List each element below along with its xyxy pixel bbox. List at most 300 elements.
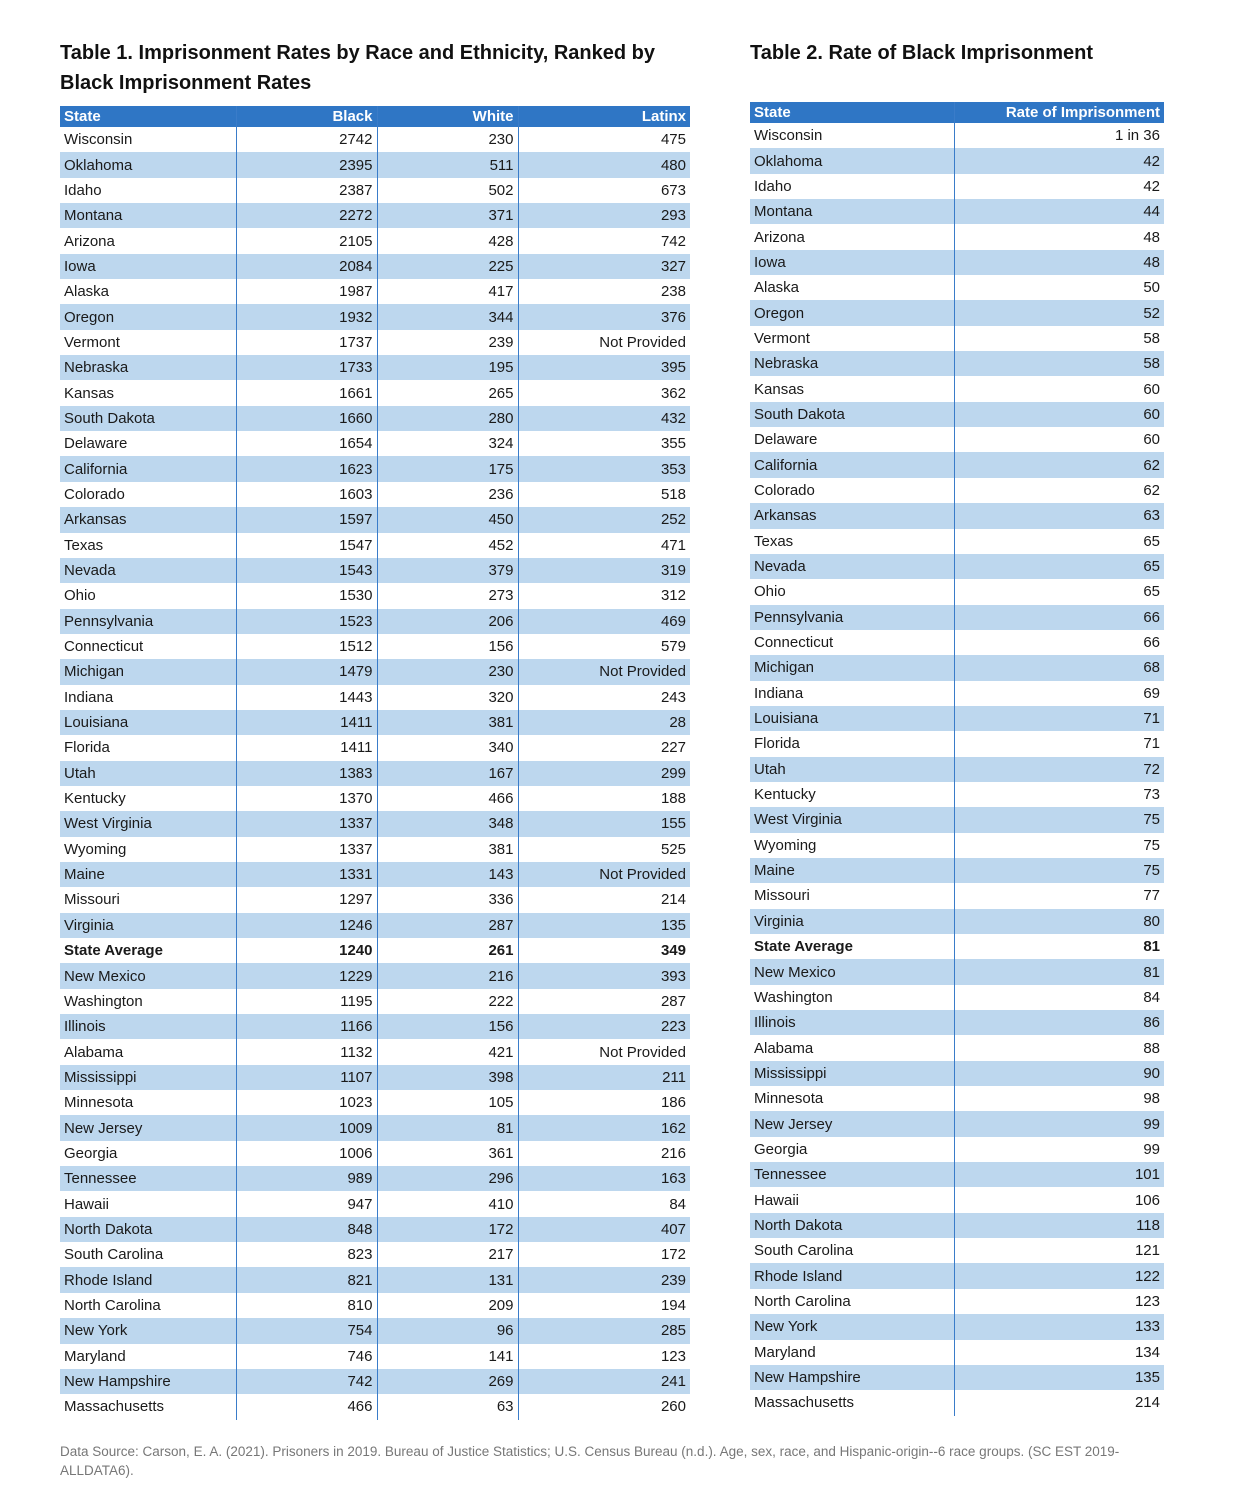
value-cell: Not Provided [518,1039,690,1064]
value-cell: 579 [518,634,690,659]
value-cell: 58 [954,326,1164,351]
value-cell: 238 [518,279,690,304]
table2-title: Table 2. Rate of Black Imprisonment [750,42,1094,64]
value-cell: 195 [377,355,518,380]
table-row [750,1086,1164,1111]
value-cell: 511 [377,152,518,177]
state-cell: Idaho [60,178,236,203]
state-cell: Maine [750,858,954,883]
state-cell: Massachusetts [750,1390,954,1415]
table-row [60,1014,690,1039]
table-row [750,655,1164,680]
table-row [750,681,1164,706]
table-row [60,1369,690,1394]
value-cell: 1523 [236,609,377,634]
table-row [750,731,1164,756]
value-cell: 518 [518,482,690,507]
table-row [750,148,1164,173]
value-cell: 222 [377,989,518,1014]
state-cell: Mississippi [60,1065,236,1090]
table-row [60,152,690,177]
value-cell: 947 [236,1191,377,1216]
value-cell: 50 [954,275,1164,300]
table-row [750,934,1164,959]
state-cell: Utah [60,761,236,786]
state-cell: Nebraska [750,351,954,376]
table-row [750,1263,1164,1288]
table-row [60,1166,690,1191]
value-cell: 2105 [236,228,377,253]
table-row [750,1010,1164,1035]
value-cell: 60 [954,402,1164,427]
value-cell: 421 [377,1039,518,1064]
state-cell: Missouri [60,887,236,912]
value-cell: 273 [377,583,518,608]
state-cell: State Average [750,934,954,959]
value-cell: 44 [954,199,1164,224]
value-cell: 1661 [236,380,377,405]
state-cell: New Hampshire [750,1365,954,1390]
value-cell: 2387 [236,178,377,203]
table-row [750,883,1164,908]
value-cell: 1009 [236,1115,377,1140]
value-cell: 28 [518,710,690,735]
value-cell: 2084 [236,254,377,279]
state-cell: New Mexico [60,963,236,988]
table-row [60,1090,690,1115]
value-cell: 230 [377,659,518,684]
value-cell: 172 [377,1217,518,1242]
state-cell: Connecticut [60,634,236,659]
table-row [750,1035,1164,1060]
value-cell: 81 [954,959,1164,984]
value-cell: 1987 [236,279,377,304]
state-cell: Utah [750,757,954,782]
state-cell: Oregon [750,300,954,325]
value-cell: 123 [954,1289,1164,1314]
table-row [60,482,690,507]
value-cell: 42 [954,174,1164,199]
state-cell: California [750,452,954,477]
table-row [750,123,1164,148]
table-row [750,300,1164,325]
table-row [60,1115,690,1140]
value-cell: 1932 [236,304,377,329]
table-row [750,706,1164,731]
value-cell: 1411 [236,735,377,760]
value-cell: 252 [518,507,690,532]
table-row [60,304,690,329]
table-row [750,1187,1164,1212]
table-row [750,174,1164,199]
state-cell: Alaska [750,275,954,300]
value-cell: 1411 [236,710,377,735]
state-cell: Oklahoma [60,152,236,177]
value-cell: 1543 [236,558,377,583]
value-cell: 162 [518,1115,690,1140]
table-row [60,203,690,228]
table-row [60,761,690,786]
value-cell: 1 in 36 [954,123,1164,148]
table-row [60,685,690,710]
value-cell: 163 [518,1166,690,1191]
value-cell: 75 [954,833,1164,858]
table-row [60,406,690,431]
state-cell: Pennsylvania [750,605,954,630]
value-cell: 525 [518,837,690,862]
value-cell: 186 [518,1090,690,1115]
value-cell: 1246 [236,913,377,938]
table-row [60,1394,690,1419]
table1-header-state: State [60,106,236,127]
value-cell: 243 [518,685,690,710]
value-cell: 175 [377,456,518,481]
value-cell: 216 [377,963,518,988]
state-cell: Wisconsin [60,127,236,152]
value-cell: 989 [236,1166,377,1191]
state-cell: Montana [60,203,236,228]
table-row [750,833,1164,858]
value-cell: 214 [518,887,690,912]
state-cell: Mississippi [750,1061,954,1086]
state-cell: Colorado [60,482,236,507]
state-cell: Idaho [750,174,954,199]
value-cell: 96 [377,1318,518,1343]
value-cell: 172 [518,1242,690,1267]
value-cell: 269 [377,1369,518,1394]
value-cell: 217 [377,1242,518,1267]
state-cell: Michigan [60,659,236,684]
table-row [60,507,690,532]
table-row [60,887,690,912]
value-cell: 1297 [236,887,377,912]
value-cell: 75 [954,858,1164,883]
table-row [60,1242,690,1267]
state-cell: South Carolina [750,1238,954,1263]
table-row [60,583,690,608]
state-cell: Nevada [60,558,236,583]
state-cell: Missouri [750,883,954,908]
value-cell: 72 [954,757,1164,782]
value-cell: 428 [377,228,518,253]
value-cell: 135 [954,1365,1164,1390]
imprisonment-rates-table [60,106,690,1420]
value-cell: 131 [377,1267,518,1292]
value-cell: 63 [954,503,1164,528]
value-cell: 381 [377,837,518,862]
black-imprisonment-rate-table [750,102,1164,1416]
table1-header-row [60,106,690,127]
state-cell: Minnesota [750,1086,954,1111]
value-cell: 480 [518,152,690,177]
value-cell: 121 [954,1238,1164,1263]
value-cell: 261 [377,938,518,963]
value-cell: 63 [377,1394,518,1419]
state-cell: Texas [60,533,236,558]
state-cell: Nebraska [60,355,236,380]
value-cell: 68 [954,655,1164,680]
value-cell: 362 [518,380,690,405]
table-row [750,1314,1164,1339]
table-row [60,938,690,963]
table-row [750,351,1164,376]
state-cell: Ohio [750,579,954,604]
value-cell: 823 [236,1242,377,1267]
data-source-footnote: Data Source: Carson, E. A. (2021). Prisoners in 2019. Bureau of Justice Statistics; U.S. Census Bureau (n.d.). Age, sex, race, and Hispanic-origin--6 race groups. (SC EST 2019-ALLDATA6). [60,1444,1120,1478]
value-cell: 69 [954,681,1164,706]
value-cell: 84 [518,1191,690,1216]
state-cell: Arizona [60,228,236,253]
state-cell: Alabama [750,1035,954,1060]
value-cell: 1512 [236,634,377,659]
value-cell: 1733 [236,355,377,380]
state-cell: Virginia [60,913,236,938]
value-cell: 1195 [236,989,377,1014]
value-cell: 299 [518,761,690,786]
state-cell: Arkansas [750,503,954,528]
value-cell: 327 [518,254,690,279]
value-cell: 848 [236,1217,377,1242]
value-cell: 344 [377,304,518,329]
table-row [60,456,690,481]
table-row [60,178,690,203]
state-cell: Iowa [60,254,236,279]
value-cell: 156 [377,1014,518,1039]
value-cell: 90 [954,1061,1164,1086]
state-cell: New Jersey [60,1115,236,1140]
value-cell: 320 [377,685,518,710]
value-cell: 194 [518,1293,690,1318]
value-cell: 1383 [236,761,377,786]
state-cell: Massachusetts [60,1394,236,1419]
table-row [750,1238,1164,1263]
value-cell: 75 [954,807,1164,832]
value-cell: 1337 [236,837,377,862]
table2-header-rate: Rate of Imprisonment [954,102,1164,123]
state-cell: Texas [750,529,954,554]
state-cell: Wisconsin [750,123,954,148]
table-row [60,913,690,938]
table-row [60,735,690,760]
table-row [60,431,690,456]
state-cell: Kentucky [60,786,236,811]
table-row [60,558,690,583]
table-row [60,963,690,988]
value-cell: 88 [954,1035,1164,1060]
state-cell: Michigan [750,655,954,680]
table-row [750,985,1164,1010]
table-row [750,782,1164,807]
value-cell: 143 [377,862,518,887]
state-cell: Connecticut [750,630,954,655]
state-cell: New York [750,1314,954,1339]
value-cell: 466 [236,1394,377,1419]
table1-header-latinx: Latinx [518,106,690,127]
value-cell: 66 [954,630,1164,655]
value-cell: 239 [377,330,518,355]
value-cell: 1166 [236,1014,377,1039]
table-row [60,786,690,811]
value-cell: 348 [377,811,518,836]
value-cell: 1654 [236,431,377,456]
state-cell: Alaska [60,279,236,304]
value-cell: 141 [377,1344,518,1369]
value-cell: 48 [954,250,1164,275]
value-cell: 1530 [236,583,377,608]
value-cell: 432 [518,406,690,431]
state-cell: Maine [60,862,236,887]
table2-header-state: State [750,102,954,123]
table1-header-white: White [377,106,518,127]
value-cell: 340 [377,735,518,760]
value-cell: 417 [377,279,518,304]
table-row [60,1267,690,1292]
value-cell: 99 [954,1137,1164,1162]
table-row [750,224,1164,249]
table-row [750,250,1164,275]
value-cell: 475 [518,127,690,152]
value-cell: 1597 [236,507,377,532]
table-row [750,199,1164,224]
state-cell: Tennessee [60,1166,236,1191]
state-cell: Arkansas [60,507,236,532]
table-row [60,1293,690,1318]
value-cell: 58 [954,351,1164,376]
value-cell: 223 [518,1014,690,1039]
value-cell: 1660 [236,406,377,431]
value-cell: 1479 [236,659,377,684]
value-cell: 1107 [236,1065,377,1090]
state-cell: Hawaii [750,1187,954,1212]
value-cell: 2742 [236,127,377,152]
value-cell: 236 [377,482,518,507]
table-row [60,837,690,862]
value-cell: 2272 [236,203,377,228]
table-row [750,376,1164,401]
table-row [750,326,1164,351]
value-cell: 1737 [236,330,377,355]
value-cell: 84 [954,985,1164,1010]
value-cell: 1006 [236,1141,377,1166]
value-cell: 239 [518,1267,690,1292]
value-cell: 241 [518,1369,690,1394]
table-row [750,579,1164,604]
value-cell: 77 [954,883,1164,908]
state-cell: West Virginia [60,811,236,836]
value-cell: 336 [377,887,518,912]
table-row [750,402,1164,427]
value-cell: 376 [518,304,690,329]
value-cell: 52 [954,300,1164,325]
value-cell: 81 [377,1115,518,1140]
value-cell: 214 [954,1390,1164,1415]
state-cell: North Carolina [60,1293,236,1318]
value-cell: 60 [954,376,1164,401]
value-cell: 65 [954,529,1164,554]
table-row [60,1065,690,1090]
state-cell: Nevada [750,554,954,579]
table-row [750,275,1164,300]
state-cell: Pennsylvania [60,609,236,634]
table-row [750,478,1164,503]
table-row [60,1141,690,1166]
state-cell: South Dakota [750,402,954,427]
value-cell: Not Provided [518,330,690,355]
table2-body [750,123,1164,1416]
value-cell: 48 [954,224,1164,249]
state-cell: Rhode Island [750,1263,954,1288]
value-cell: 123 [518,1344,690,1369]
value-cell: 42 [954,148,1164,173]
table-row [750,529,1164,554]
state-cell: New Hampshire [60,1369,236,1394]
state-cell: West Virginia [750,807,954,832]
value-cell: 1370 [236,786,377,811]
state-cell: Vermont [750,326,954,351]
value-cell: 293 [518,203,690,228]
state-cell: Georgia [60,1141,236,1166]
table-row [60,989,690,1014]
value-cell: 66 [954,605,1164,630]
value-cell: 80 [954,909,1164,934]
state-cell: New York [60,1318,236,1343]
table-row [750,503,1164,528]
value-cell: 1547 [236,533,377,558]
state-cell: Indiana [750,681,954,706]
state-cell: Rhode Island [60,1267,236,1292]
value-cell: 810 [236,1293,377,1318]
value-cell: 395 [518,355,690,380]
state-cell: Kentucky [750,782,954,807]
value-cell: 211 [518,1065,690,1090]
state-cell: Florida [60,735,236,760]
table-row [60,609,690,634]
value-cell: 407 [518,1217,690,1242]
value-cell: Not Provided [518,659,690,684]
value-cell: 209 [377,1293,518,1318]
state-cell: Wyoming [60,837,236,862]
table-row [750,1340,1164,1365]
state-cell: Washington [750,985,954,1010]
table-row [750,630,1164,655]
table-row [750,1390,1164,1415]
table-row [60,1191,690,1216]
value-cell: 81 [954,934,1164,959]
value-cell: 155 [518,811,690,836]
value-cell: 296 [377,1166,518,1191]
table-row [60,355,690,380]
state-cell: Hawaii [60,1191,236,1216]
state-cell: Kansas [60,380,236,405]
table-row [60,228,690,253]
value-cell: 62 [954,478,1164,503]
table-row [60,634,690,659]
value-cell: 742 [518,228,690,253]
value-cell: 466 [377,786,518,811]
value-cell: 188 [518,786,690,811]
table-row [750,1162,1164,1187]
table-row [750,757,1164,782]
table-row [750,1137,1164,1162]
table-row [60,811,690,836]
value-cell: 225 [377,254,518,279]
table-row [60,254,690,279]
table1-header-black: Black [236,106,377,127]
state-cell: Arizona [750,224,954,249]
table-row [750,1365,1164,1390]
value-cell: 754 [236,1318,377,1343]
value-cell: 393 [518,963,690,988]
